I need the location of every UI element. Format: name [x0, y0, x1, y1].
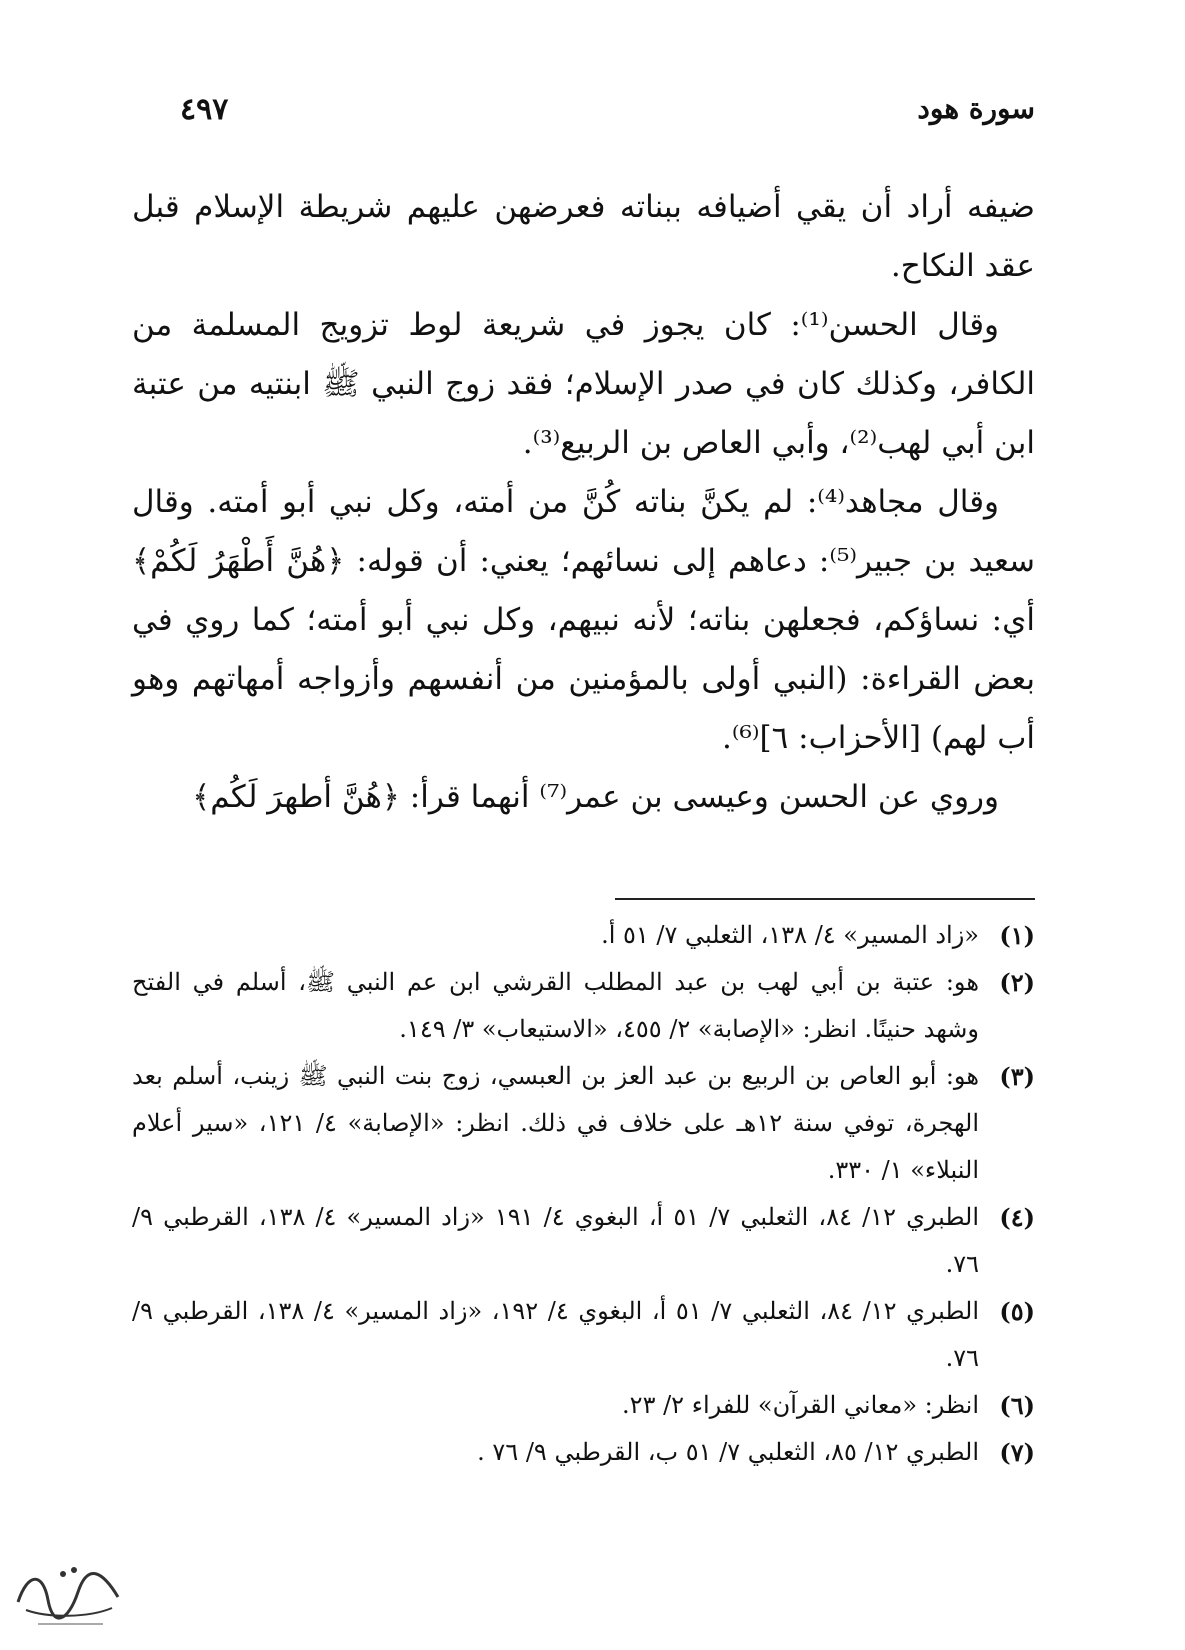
watermark-logo [8, 1552, 128, 1632]
footnote-number: (٣) [999, 1062, 1035, 1091]
surah-title: سورة هود [917, 92, 1035, 125]
page-header [180, 92, 1035, 142]
footnote-number: (٥) [999, 1297, 1035, 1326]
footnote-number: (٤) [999, 1203, 1035, 1232]
footnote-number: (١) [999, 921, 1035, 950]
footnote-text: «زاد المسير» ٤/ ١٣٨، الثعلبي ٧/ ٥١ أ. [601, 921, 979, 949]
footnote-item [132, 912, 1035, 959]
footnote-item [132, 959, 1035, 1053]
paragraph: وقال مجاهد⁽⁴⁾: لم يكنَّ بناته كُنَّ من أمته، وكل نبي أبو أمته. وقال سعيد بن جبير⁽⁵⁾: دعاهم إلى نسائهم؛ يعني: أن قوله: ﴿هُنَّ أَطْهَرُ لَكُمْ﴾ أي: نساؤكم، فجعلهن بناته؛ لأنه نبيهم، وكل نبي أبو أمته؛ كما روي في بعض القراءة: (النبي أولى بالمؤمنين من أنفسهم وأزواجه أمهاتهم وهو أب لهم) [الأحزاب: ٦]⁽⁶⁾. [132, 484, 1035, 756]
paragraph: وروي عن الحسن وعيسى بن عمر⁽⁷⁾ أنهما قرأ: ﴿هُنَّ أطهرَ لَكُم﴾ [192, 779, 999, 815]
footnote-item [132, 1429, 1035, 1476]
paragraph: ضيفه أراد أن يقي أضيافه ببناته فعرضهن عليهم شريطة الإسلام قبل عقد النكاح. [132, 189, 1035, 284]
footnote-text: انظر: «معاني القرآن» للفراء ٢/ ٢٣. [622, 1391, 979, 1419]
page-number: ٤٩٧ [180, 92, 229, 127]
footnote-item [132, 1194, 1035, 1288]
footnote-text: هو: أبو العاص بن الربيع بن عبد العز بن العبسي، زوج بنت النبي ﷺ زينب، أسلم بعد الهجرة، توفي سنة ١٢هـ على خلاف في ذلك. انظر: «الإصابة» ٤/ ١٢١، «سير أعلام النبلاء» ١/ ٣٣٠. [132, 1062, 979, 1184]
footnote-item [132, 1053, 1035, 1194]
main-text [132, 178, 1035, 827]
paragraph: وقال الحسن⁽¹⁾: كان يجوز في شريعة لوط تزويج المسلمة من الكافر، وكذلك كان في صدر الإسلام؛ فقد زوج النبي ﷺ ابنتيه من عتبة ابن أبي لهب⁽²⁾، وأبي العاص بن الربيع⁽³⁾. [132, 307, 1035, 461]
footnote-text: الطبري ١٢/ ٨٥، الثعلبي ٧/ ٥١ ب، القرطبي ٩/ ٧٦ . [477, 1438, 979, 1466]
footnote-number: (٧) [999, 1438, 1035, 1467]
footnote-divider [615, 898, 1035, 900]
footnotes [132, 912, 1035, 1476]
footnote-number: (٢) [999, 968, 1035, 997]
footnote-text: هو: عتبة بن أبي لهب بن عبد المطلب القرشي ابن عم النبي ﷺ، أسلم في الفتح وشهد حنينًا. انظر: «الإصابة» ٢/ ٤٥٥، «الاستيعاب» ٣/ ١٤٩. [132, 968, 979, 1043]
footnote-item [132, 1382, 1035, 1429]
footnote-text: الطبري ١٢/ ٨٤، الثعلبي ٧/ ٥١ أ، البغوي ٤/ ١٩٢، «زاد المسير» ٤/ ١٣٨، القرطبي ٩/ ٧٦. [132, 1297, 980, 1372]
footnote-item [132, 1288, 1035, 1382]
footnote-text: الطبري ١٢/ ٨٤، الثعلبي ٧/ ٥١ أ، البغوي ٤/ ١٩١ «زاد المسير» ٤/ ١٣٨، القرطبي ٩/ ٧٦. [132, 1203, 980, 1278]
footnote-number: (٦) [999, 1391, 1035, 1420]
